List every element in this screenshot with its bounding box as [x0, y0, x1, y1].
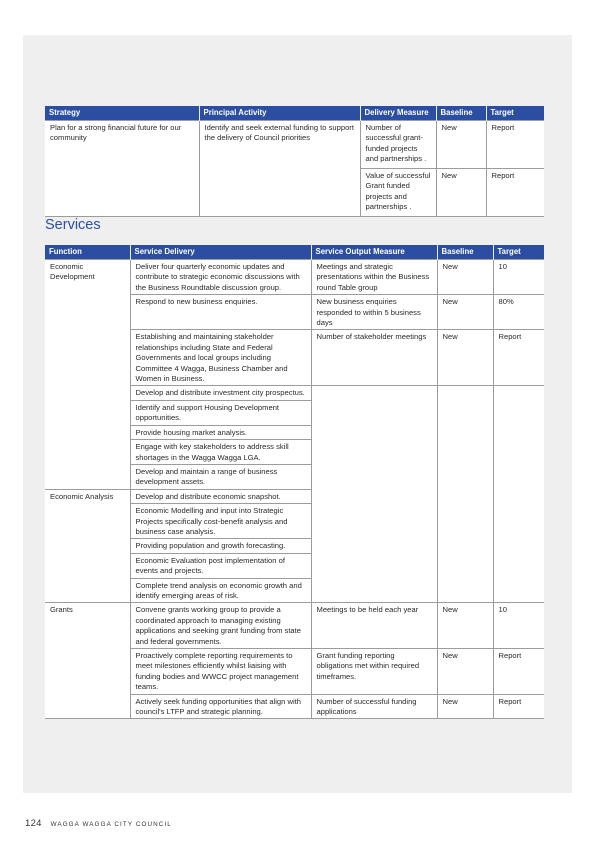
empty-cell [311, 386, 437, 400]
measure-cell: New business enquiries responded to within 5 business days [311, 295, 437, 330]
target-cell: Report [493, 649, 544, 695]
header-service-output-measure: Service Output Measure [311, 245, 437, 260]
empty-cell [493, 464, 544, 489]
empty-cell [311, 425, 437, 439]
target-cell: 10 [493, 603, 544, 649]
target-cell: 10 [493, 260, 544, 295]
table-row [45, 260, 544, 295]
delivery-cell: Identify and support Housing Development opportunities. [130, 400, 311, 425]
page-number: 124 [25, 818, 42, 829]
measure-cell: Number of successful funding applications [311, 694, 437, 719]
strategy-header-row [45, 106, 544, 121]
baseline-cell: New [436, 121, 486, 169]
delivery-cell: Develop and distribute investment city prospectus. [130, 386, 311, 400]
header-service-delivery: Service Delivery [130, 245, 311, 260]
services-title: Services [45, 217, 101, 233]
table-row [45, 121, 544, 169]
baseline-cell: New [437, 295, 493, 330]
delivery-cell: Provide housing market analysis. [130, 425, 311, 439]
header-delivery-measure: Delivery Measure [360, 106, 436, 121]
empty-cell [437, 504, 493, 539]
empty-cell [437, 386, 493, 400]
function-cell: Economic Analysis [45, 489, 130, 603]
table-row [45, 489, 544, 503]
delivery-cell: Complete trend analysis on economic growth and identify emerging areas of risk. [130, 578, 311, 603]
header-principal-activity: Principal Activity [199, 106, 360, 121]
measure-cell: Number of successful grant-funded projects and partnerships . [360, 121, 436, 169]
delivery-cell: Proactively complete reporting requirements to meet milestones efficiently whilst liaising with funding bodies and WWCC project management teams. [130, 649, 311, 695]
delivery-cell: Convene grants working group to provide a coordinated approach to managing existing applications and seeking grant funding from state and federal governments. [130, 603, 311, 649]
empty-cell [311, 489, 437, 503]
empty-cell [493, 489, 544, 503]
baseline-cell: New [437, 330, 493, 386]
header-target: Target [486, 106, 544, 121]
empty-cell [493, 425, 544, 439]
baseline-cell: New [437, 694, 493, 719]
baseline-cell: New [437, 603, 493, 649]
activity-cell: Identify and seek external funding to support the delivery of Council priorities [199, 121, 360, 217]
empty-cell [437, 440, 493, 465]
baseline-cell: New [437, 649, 493, 695]
measure-cell: Value of successful Grant funded projects and partnerships . [360, 169, 436, 217]
strategy-table [45, 106, 544, 217]
page-footer [25, 818, 172, 829]
empty-cell [493, 539, 544, 553]
empty-cell [437, 539, 493, 553]
target-cell: 80% [493, 295, 544, 330]
empty-cell [493, 578, 544, 603]
delivery-cell: Establishing and maintaining stakeholder relationships including State and Federal Governments and local groups including Committee 4 Wagga, Business Chamber and Women in Business. [130, 330, 311, 386]
empty-cell [493, 386, 544, 400]
delivery-cell: Economic Modelling and input into Strategic Projects specifically cost-benefit analysis and business case analysis. [130, 504, 311, 539]
target-cell: Report [486, 169, 544, 217]
strategy-cell: Plan for a strong financial future for our community [45, 121, 199, 217]
organisation-name: WAGGA WAGGA CITY COUNCIL [50, 821, 172, 828]
measure-cell: Grant funding reporting obligations met within required timeframes. [311, 649, 437, 695]
delivery-cell: Economic Evaluation post implementation of events and projects. [130, 553, 311, 578]
empty-cell [437, 425, 493, 439]
delivery-cell: Providing population and growth forecasting. [130, 539, 311, 553]
empty-cell [437, 578, 493, 603]
header-target: Target [493, 245, 544, 260]
table-row [45, 603, 544, 649]
empty-cell [311, 504, 437, 539]
measure-cell: Meetings to be held each year [311, 603, 437, 649]
empty-cell [493, 440, 544, 465]
services-header-row [45, 245, 544, 260]
empty-cell [311, 464, 437, 489]
baseline-cell: New [436, 169, 486, 217]
empty-cell [311, 578, 437, 603]
header-function: Function [45, 245, 130, 260]
empty-cell [493, 553, 544, 578]
function-cell: Economic Development [45, 260, 130, 490]
header-strategy: Strategy [45, 106, 199, 121]
header-baseline: Baseline [436, 106, 486, 121]
empty-cell [493, 504, 544, 539]
delivery-cell: Deliver four quarterly economic updates and contribute to strategic economic discussions with the Business Roundtable discussion group. [130, 260, 311, 295]
empty-cell [437, 553, 493, 578]
empty-cell [311, 440, 437, 465]
delivery-cell: Actively seek funding opportunities that align with council's LTFP and strategic planning. [130, 694, 311, 719]
empty-cell [437, 489, 493, 503]
target-cell: Report [493, 330, 544, 386]
empty-cell [493, 400, 544, 425]
delivery-cell: Engage with key stakeholders to address skill shortages in the Wagga Wagga LGA. [130, 440, 311, 465]
empty-cell [311, 539, 437, 553]
function-cell: Grants [45, 603, 130, 719]
measure-cell: Meetings and strategic presentations within the Business round Table group [311, 260, 437, 295]
empty-cell [311, 553, 437, 578]
target-cell: Report [486, 121, 544, 169]
target-cell: Report [493, 694, 544, 719]
measure-cell: Number of stakeholder meetings [311, 330, 437, 386]
header-baseline: Baseline [437, 245, 493, 260]
delivery-cell: Develop and distribute economic snapshot. [130, 489, 311, 503]
empty-cell [437, 400, 493, 425]
delivery-cell: Respond to new business enquiries. [130, 295, 311, 330]
baseline-cell: New [437, 260, 493, 295]
empty-cell [311, 400, 437, 425]
delivery-cell: Develop and maintain a range of business development assets. [130, 464, 311, 489]
services-table [45, 245, 544, 719]
empty-cell [437, 464, 493, 489]
